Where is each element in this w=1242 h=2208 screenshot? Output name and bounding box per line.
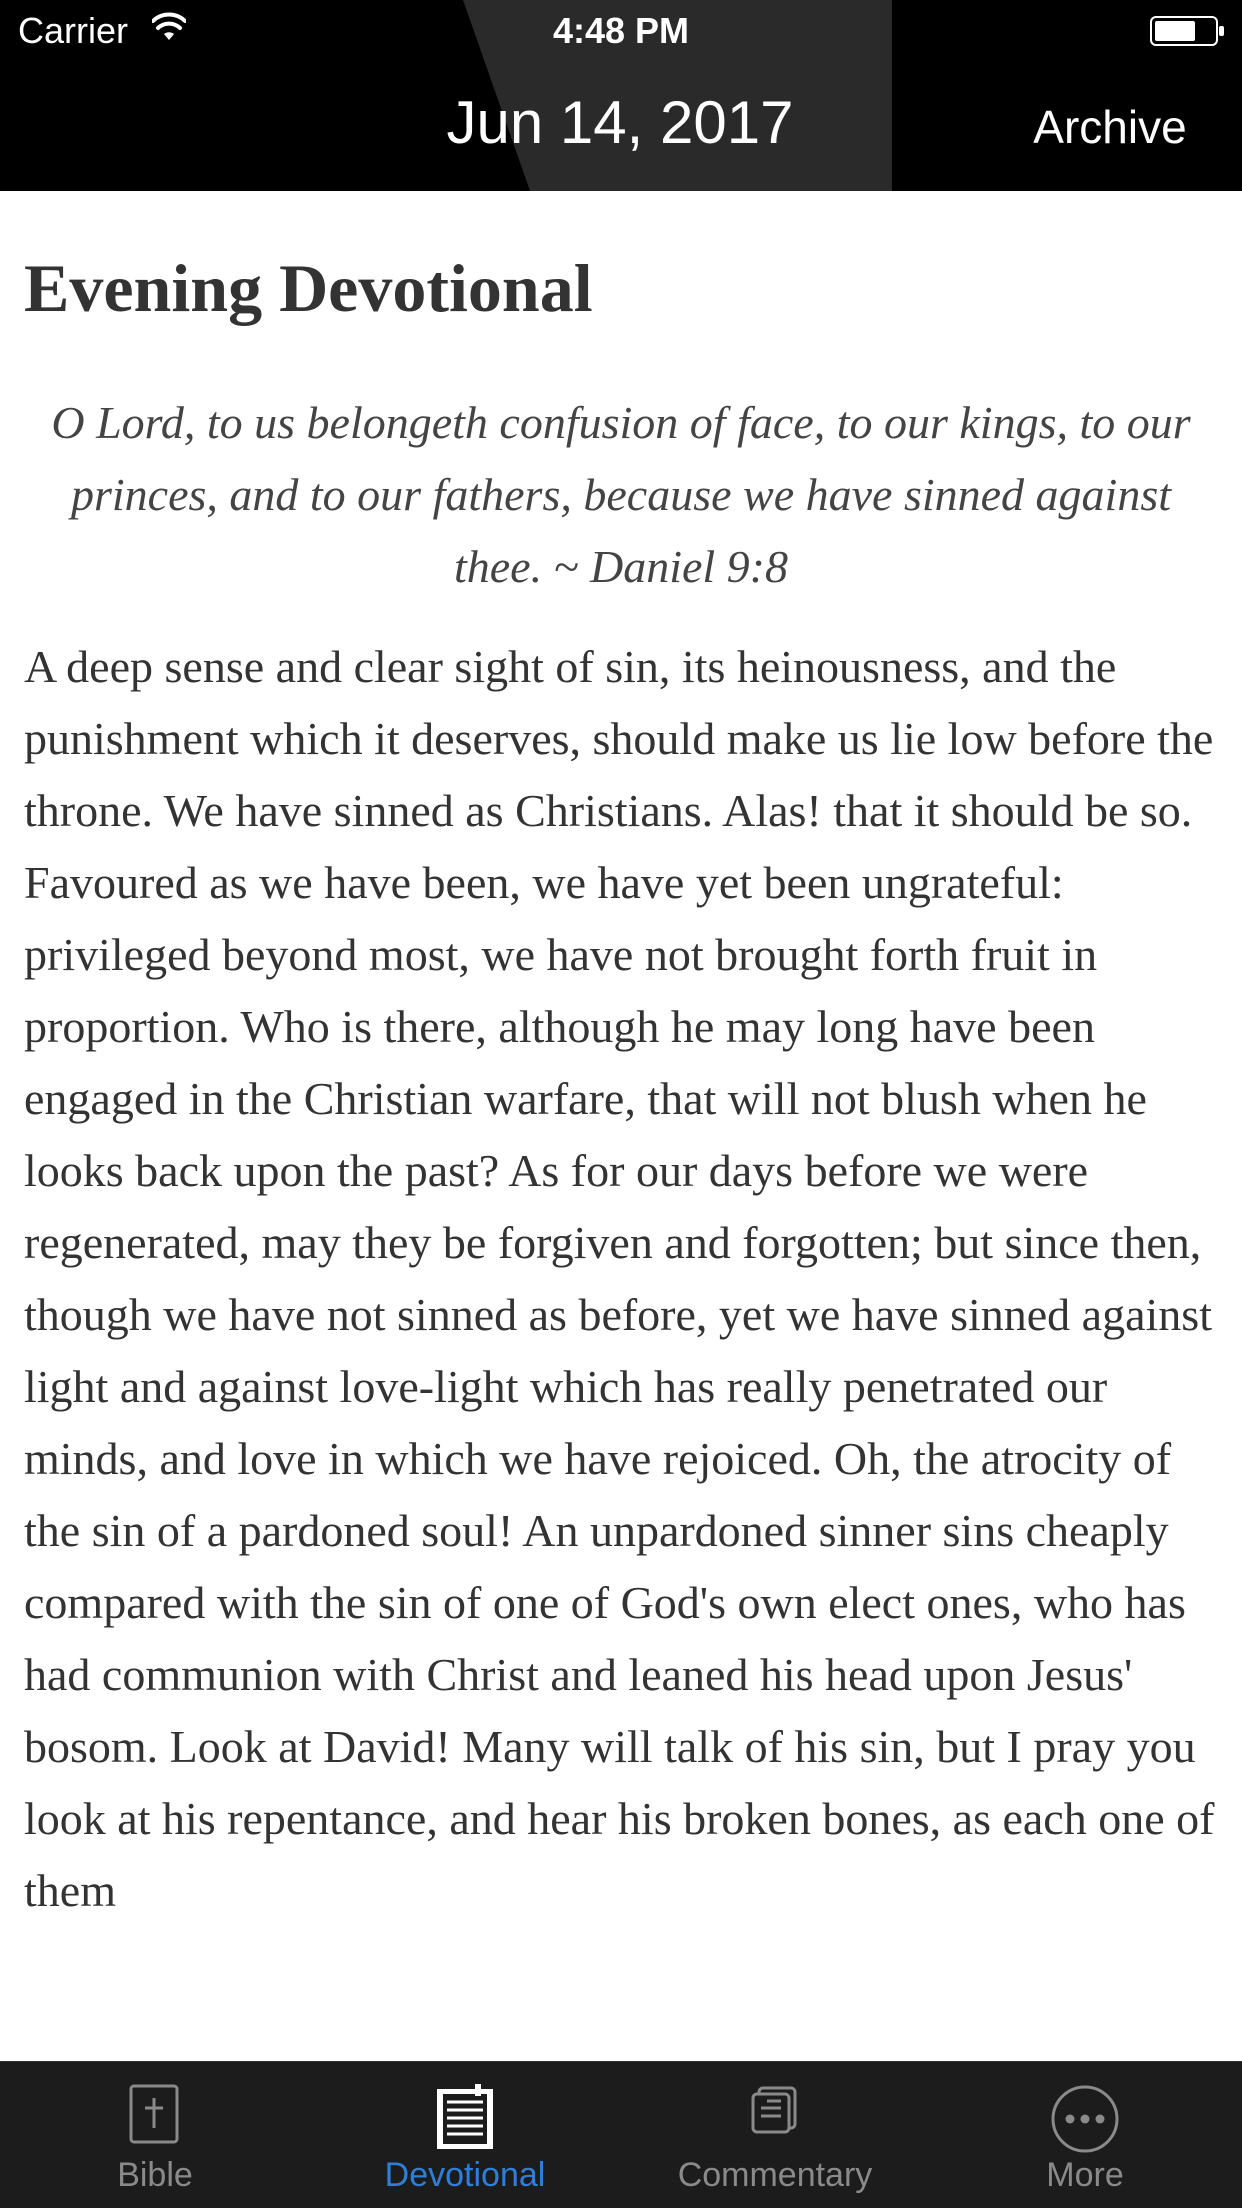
tab-commentary-label: Commentary [677,2156,873,2194]
devotional-title: Evening Devotional [24,250,593,326]
battery-icon [1150,16,1226,46]
devotional-icon [435,2084,495,2150]
tab-devotional-label: Devotional [384,2156,546,2194]
devotional-body: A deep sense and clear sight of sin, its heinousness, and the punishment which it deserves, should make us lie low before the throne. We have sinned as Christians. Alas! that it should be so. Favoured as we have been, we have yet been ungrateful: privileged beyond most, we have not brought forth fruit in proportion. Who is there, although he may long have been engaged in the Christian warfare, that will not blush when he looks back upon the past? As for our days before we were regenerated, may they be forgiven and forgotten; but since then, though we have not sinned as before, yet we have sinned against light and against love-light which has really penetrated our minds, and love in which we have rejoiced. Oh, the atrocity of the sin of a pardoned soul! An unpardoned sinner sins cheaply compared with the sin of one of God's own elect ones, who has had communion with Christ and leaned his head upon Jesus' bosom. Look at David! Many will talk of his sin, but I pray you look at his repentance, and hear his broken bones, as each one of them [24,641,1215,1916]
archive-button[interactable]: Archive [1033,101,1187,153]
status-bar [0,0,1242,60]
tab-more[interactable] [930,2062,1240,2208]
tab-bible[interactable] [0,2062,310,2208]
commentary-icon [749,2084,801,2136]
status-clock: 4:48 PM [552,10,690,51]
devotional-verse: O Lord, to us belongeth confusion of face, to our kings, to our princes, and to our fathers, because we have sinned against thee. ~ Daniel 9:8 [51,397,1191,592]
nav-date-title[interactable]: Jun 14, 2017 [446,89,794,156]
tab-devotional[interactable] [310,2062,620,2208]
bible-icon [129,2084,181,2144]
more-icon [1050,2084,1120,2154]
tab-bible-label: Bible [117,2156,193,2194]
devotional-content[interactable] [0,191,1242,2061]
tab-commentary[interactable] [620,2062,930,2208]
tab-more-label: More [1046,2156,1124,2194]
header [0,0,1242,191]
carrier-label: Carrier [18,10,129,51]
tab-bar [0,2061,1242,2208]
